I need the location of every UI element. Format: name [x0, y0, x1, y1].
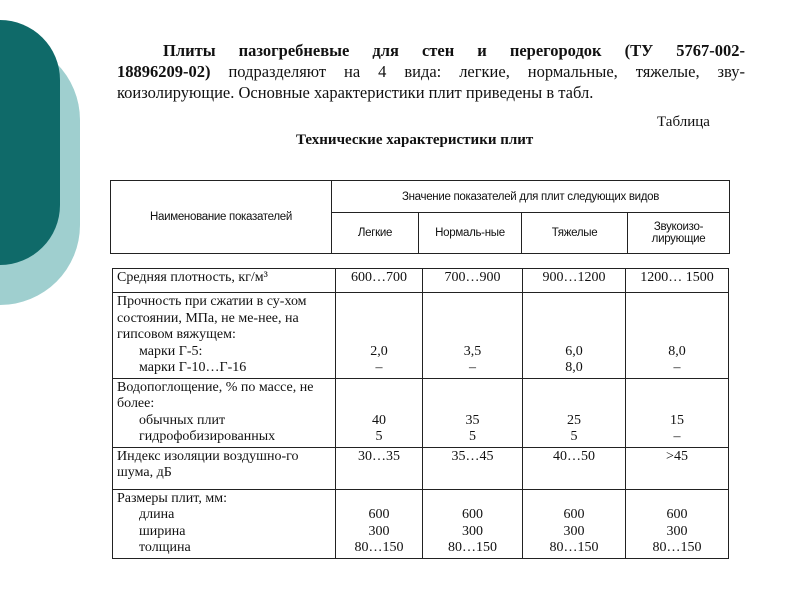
value: –	[375, 360, 383, 375]
cell	[523, 378, 626, 447]
cell: 700…900	[423, 269, 523, 293]
value: 300	[368, 523, 390, 539]
value: 40	[372, 412, 386, 428]
value: –	[673, 429, 681, 444]
value: 3,5	[463, 343, 482, 359]
header-type: Звукоизо-лирующие	[628, 213, 730, 254]
table-row	[113, 447, 729, 489]
cell	[626, 293, 729, 379]
sub-label: толщина	[139, 540, 191, 555]
value: 300	[462, 523, 483, 539]
header-name-col: Наименование показателей	[111, 181, 332, 254]
cell: 30…35	[336, 447, 423, 489]
value: 8,0	[565, 360, 583, 375]
sub-label: марки Г-5:	[139, 343, 203, 359]
value: 8,0	[668, 343, 686, 359]
table-title: Технические характеристики плит	[296, 132, 534, 148]
cell: >45	[626, 447, 729, 489]
value: 600	[666, 507, 688, 522]
value: 25	[567, 412, 581, 428]
value: 2,0	[370, 343, 388, 359]
value: 80…150	[652, 540, 702, 555]
value: 5	[375, 429, 383, 444]
value: 35	[465, 412, 480, 428]
cell	[423, 489, 523, 558]
cell: 900…1200	[523, 269, 626, 293]
cell: 35…45	[423, 447, 523, 489]
table-row	[113, 489, 729, 558]
row-label	[113, 293, 336, 379]
cell	[423, 293, 523, 379]
cell	[626, 378, 729, 447]
value: –	[469, 360, 476, 375]
table-row	[113, 293, 729, 379]
table-row	[113, 378, 729, 447]
sub-label: длина	[139, 507, 175, 522]
cell: 40…50	[523, 447, 626, 489]
table-label: Таблица	[657, 114, 710, 130]
value: 80…150	[354, 540, 404, 555]
sub-label: обычных плит	[139, 412, 226, 428]
cell	[336, 489, 423, 558]
cell: 600…700	[336, 269, 423, 293]
header-type: Нормаль-ные	[419, 213, 522, 254]
characteristics-table	[112, 268, 729, 559]
row-label-text: Размеры плит, мм:	[117, 490, 227, 506]
row-label: Индекс изоляции воздушно-го шума, дБ	[113, 447, 336, 489]
table-header	[110, 180, 730, 254]
cell	[336, 378, 423, 447]
value: 5	[570, 429, 578, 444]
value: 300	[666, 523, 688, 539]
row-label: Средняя плотность, кг/м³	[113, 269, 336, 293]
value: 600	[368, 507, 390, 522]
header-group: Значение показателей для плит следующих видов	[332, 181, 730, 213]
value: 600	[462, 507, 483, 522]
intro-bold-2: 18896209-02)	[117, 62, 211, 81]
row-label	[113, 489, 336, 558]
value: 600	[563, 507, 585, 522]
row-label	[113, 378, 336, 447]
row-label-text: Водопоглощение, % по массе, не более:	[117, 379, 314, 411]
table-row	[113, 269, 729, 293]
sub-label: ширина	[139, 523, 186, 539]
value: 5	[469, 429, 476, 444]
cell	[626, 489, 729, 558]
value: 300	[563, 523, 585, 539]
header-type: Легкие	[332, 213, 419, 254]
intro-line2: подразделяют на 4 вида: легкие, нормальные, тяжелые, зву-	[210, 62, 745, 81]
sub-label: марки Г-10…Г-16	[139, 360, 247, 375]
header-type: Тяжелые	[522, 213, 628, 254]
value: –	[673, 360, 681, 375]
value: 80…150	[448, 540, 497, 555]
sub-label: гидрофобизированных	[139, 429, 276, 444]
value: 80…150	[549, 540, 599, 555]
intro-line3: коизолирующие. Основные характеристики плит приведены в табл.	[117, 83, 594, 102]
cell	[523, 489, 626, 558]
cell: 1200… 1500	[626, 269, 729, 293]
decor-circle-dark	[0, 20, 60, 265]
cell	[336, 293, 423, 379]
intro-paragraph	[117, 40, 745, 103]
value: 15	[670, 412, 684, 428]
row-label-text: Прочность при сжатии в су-хом состоянии, МПа, не ме-нее, на гипсовом вяжущем:	[117, 294, 307, 342]
cell	[423, 378, 523, 447]
cell	[523, 293, 626, 379]
intro-bold-1: Плиты пазогребневые для стен и перегородок (ТУ 5767-002-	[163, 41, 745, 60]
value: 6,0	[565, 343, 583, 359]
